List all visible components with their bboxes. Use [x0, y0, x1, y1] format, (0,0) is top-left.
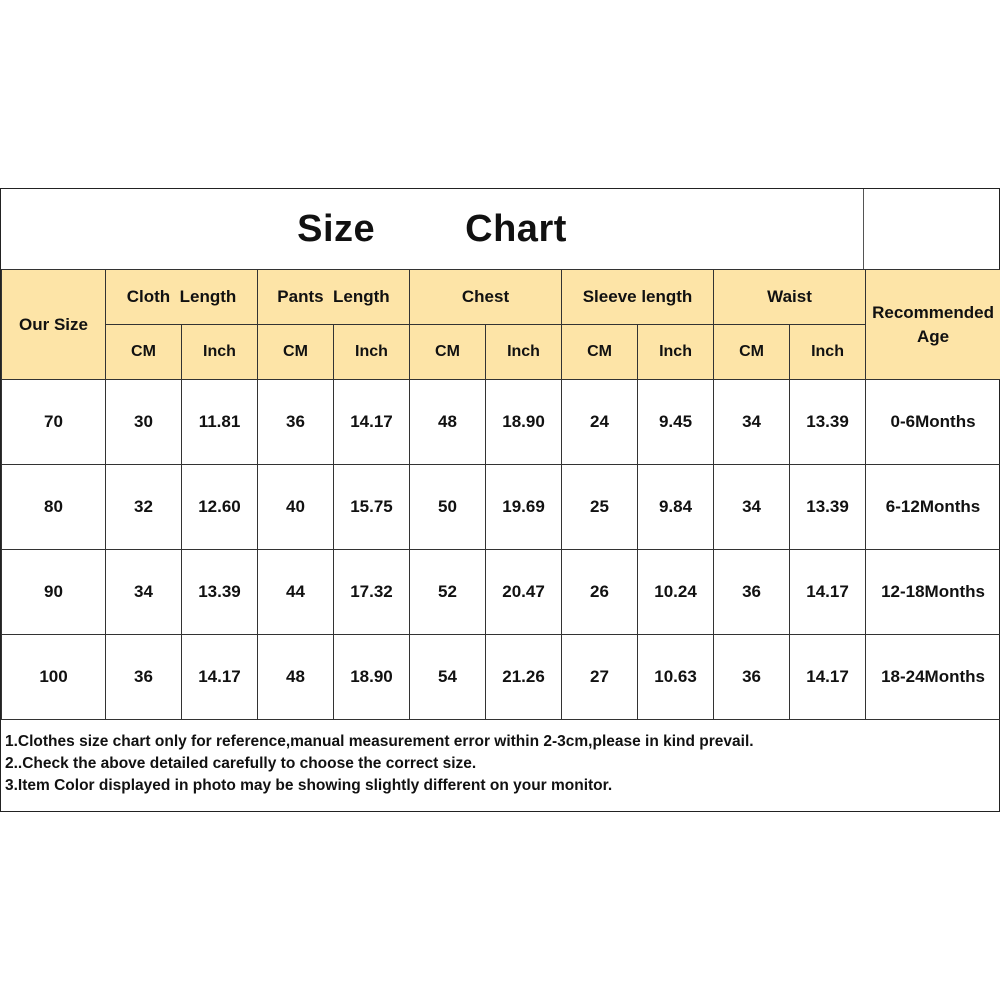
unit-cm: CM [410, 325, 486, 380]
cell-sleeve-cm: 24 [562, 380, 638, 465]
cell-cloth-inch: 14.17 [182, 635, 258, 720]
cell-size: 90 [2, 550, 106, 635]
cell-waist-cm: 36 [714, 635, 790, 720]
header-row-units [2, 325, 1000, 380]
cell-pants-inch: 14.17 [334, 380, 410, 465]
cell-cloth-cm: 30 [106, 380, 182, 465]
cell-cloth-inch: 11.81 [182, 380, 258, 465]
note-line: 2..Check the above detailed carefully to choose the correct size. [5, 755, 477, 772]
cell-recommended-age: 18-24Months [866, 635, 1000, 720]
chart-title [1, 189, 863, 269]
unit-cm: CM [714, 325, 790, 380]
header-chest: Chest [410, 270, 562, 325]
cell-sleeve-cm: 27 [562, 635, 638, 720]
cell-cloth-cm: 36 [106, 635, 182, 720]
title-word-chart: Chart [465, 207, 567, 250]
cell-sleeve-cm: 25 [562, 465, 638, 550]
unit-cm: CM [562, 325, 638, 380]
table-row [2, 635, 1000, 720]
unit-inch: Inch [334, 325, 410, 380]
table-body [2, 380, 1000, 720]
cell-cloth-inch: 12.60 [182, 465, 258, 550]
cell-sleeve-cm: 26 [562, 550, 638, 635]
note-line: 3.Item Color displayed in photo may be showing slightly different on your monitor. [5, 777, 613, 794]
cell-pants-cm: 48 [258, 635, 334, 720]
cell-pants-inch: 18.90 [334, 635, 410, 720]
header-pants-length: Pants Length [258, 270, 410, 325]
cell-recommended-age: 12-18Months [866, 550, 1000, 635]
cell-waist-cm: 34 [714, 465, 790, 550]
size-table [1, 269, 1000, 720]
unit-inch: Inch [638, 325, 714, 380]
cell-chest-inch: 19.69 [486, 465, 562, 550]
cell-pants-cm: 40 [258, 465, 334, 550]
cell-size: 100 [2, 635, 106, 720]
header-sleeve-length: Sleeve length [562, 270, 714, 325]
cell-size: 70 [2, 380, 106, 465]
title-word-size: Size [297, 207, 376, 250]
cell-chest-inch: 18.90 [486, 380, 562, 465]
cell-waist-inch: 13.39 [790, 465, 866, 550]
cell-sleeve-inch: 9.84 [638, 465, 714, 550]
cell-chest-cm: 52 [410, 550, 486, 635]
header-row-groups [2, 270, 1000, 325]
table-row [2, 550, 1000, 635]
notes-section [1, 716, 999, 811]
cell-sleeve-inch: 10.24 [638, 550, 714, 635]
table-row [2, 465, 1000, 550]
header-waist: Waist [714, 270, 866, 325]
cell-chest-cm: 50 [410, 465, 486, 550]
header-our-size: Our Size [2, 270, 106, 380]
cell-size: 80 [2, 465, 106, 550]
cell-waist-inch: 14.17 [790, 550, 866, 635]
title-divider [863, 189, 864, 269]
table-row [2, 380, 1000, 465]
cell-pants-cm: 44 [258, 550, 334, 635]
unit-cm: CM [258, 325, 334, 380]
cell-sleeve-inch: 10.63 [638, 635, 714, 720]
cell-pants-inch: 17.32 [334, 550, 410, 635]
note-line: 1.Clothes size chart only for reference,manual measurement error within 2-3cm,please in kind prevail. [5, 733, 754, 750]
cell-waist-inch: 14.17 [790, 635, 866, 720]
cell-waist-inch: 13.39 [790, 380, 866, 465]
cell-pants-cm: 36 [258, 380, 334, 465]
unit-inch: Inch [790, 325, 866, 380]
cell-pants-inch: 15.75 [334, 465, 410, 550]
unit-inch: Inch [182, 325, 258, 380]
cell-chest-cm: 54 [410, 635, 486, 720]
cell-cloth-cm: 34 [106, 550, 182, 635]
unit-cm: CM [106, 325, 182, 380]
header-cloth-length: Cloth Length [106, 270, 258, 325]
header-recommended-age: Recommended Age [866, 270, 1000, 380]
cell-chest-cm: 48 [410, 380, 486, 465]
cell-recommended-age: 6-12Months [866, 465, 1000, 550]
cell-sleeve-inch: 9.45 [638, 380, 714, 465]
cell-waist-cm: 36 [714, 550, 790, 635]
cell-waist-cm: 34 [714, 380, 790, 465]
cell-chest-inch: 21.26 [486, 635, 562, 720]
size-chart-frame [0, 188, 1000, 812]
unit-inch: Inch [486, 325, 562, 380]
cell-cloth-inch: 13.39 [182, 550, 258, 635]
cell-chest-inch: 20.47 [486, 550, 562, 635]
cell-cloth-cm: 32 [106, 465, 182, 550]
cell-recommended-age: 0-6Months [866, 380, 1000, 465]
